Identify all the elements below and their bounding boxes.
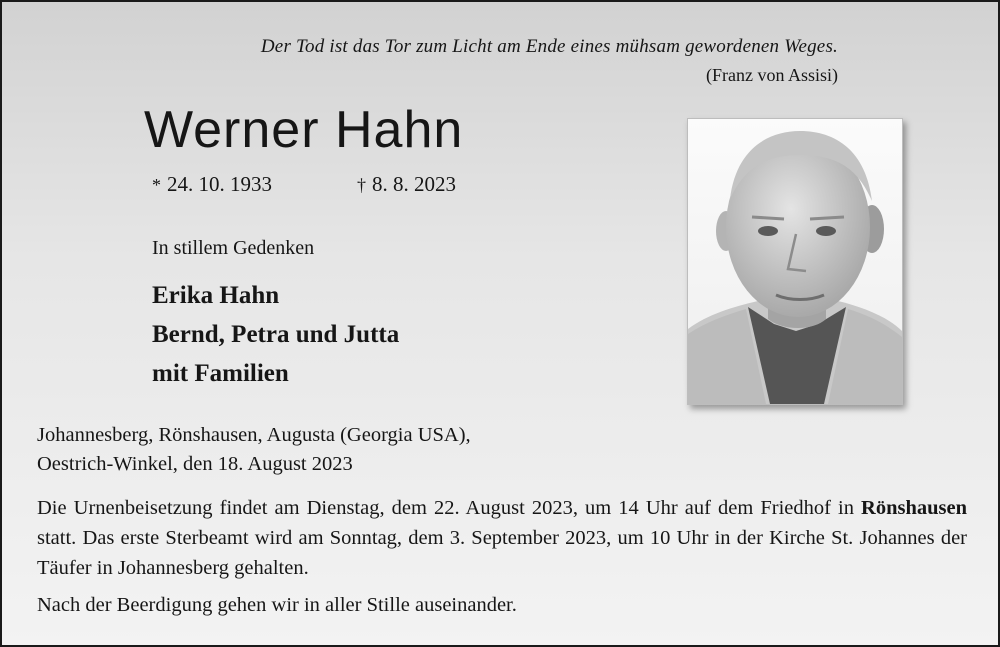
mourner-line: Bernd, Petra und Jutta (152, 321, 400, 348)
mourner-line: Erika Hahn (152, 282, 280, 309)
portrait-photo (687, 118, 903, 405)
life-dates (152, 172, 456, 197)
death-date-group (357, 172, 456, 197)
mourner-line: mit Familien (152, 360, 289, 387)
date-line: Oestrich-Winkel, den 18. August 2023 (37, 453, 353, 475)
quote-author: (Franz von Assisi) (706, 65, 838, 85)
closing-text: Nach der Beerdigung gehen wir in aller Stille auseinander. (37, 594, 517, 616)
deceased-name: Werner Hahn (144, 101, 464, 159)
ceremony-info (37, 493, 967, 583)
birth-star-icon: * (152, 175, 161, 195)
ceremony-text-start: Die Urnenbeisetzung findet am Dienstag, dem 22. August 2023, um 14 Uhr auf dem Friedhof in (37, 497, 854, 519)
death-date: 8. 8. 2023 (372, 172, 456, 196)
portrait-image (688, 119, 902, 404)
location-line: Johannesberg, Rönshausen, Augusta (Georgia USA), (37, 424, 471, 446)
quote-text: Der Tod ist das Tor zum Licht am Ende eines mühsam gewordenen Weges. (260, 36, 838, 57)
birth-date: 24. 10. 1933 (167, 172, 272, 196)
memorial-heading: In stillem Gedenken (152, 237, 315, 259)
ceremony-text-end: statt. Das erste Sterbeamt wird am Sonntag, dem 3. September 2023, um 10 Uhr in der Kirche St. Johannes der Täufer in Johannesberg gehalten. (37, 527, 967, 579)
ceremony-place: Rönshausen (861, 497, 967, 519)
cross-icon: † (357, 175, 366, 195)
